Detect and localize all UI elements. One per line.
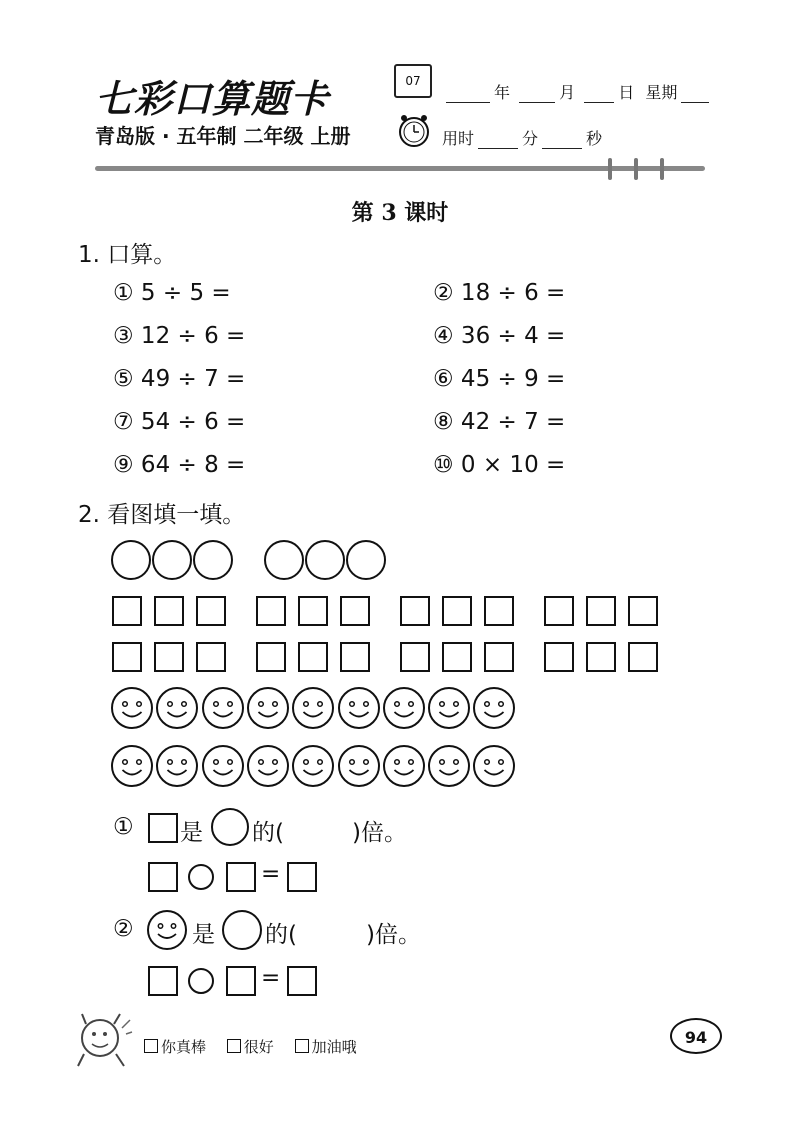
month-label: 月 xyxy=(559,83,576,102)
question-2-of: 的( xyxy=(265,922,297,948)
time-line xyxy=(442,126,602,149)
answer-box[interactable] xyxy=(226,966,256,996)
mental-math-item: ⑨ 64 ÷ 8 = xyxy=(113,452,246,478)
year-label: 年 xyxy=(494,83,511,102)
square-shape xyxy=(112,596,142,626)
header-divider xyxy=(95,166,705,171)
mental-math-item: ⑤ 49 ÷ 7 = xyxy=(113,366,246,392)
weekday-label: 星期 xyxy=(645,83,678,102)
operator-circle[interactable] xyxy=(188,864,214,890)
question-1-end: )倍。 xyxy=(352,820,407,846)
square-shape xyxy=(256,642,286,672)
smiley-icon xyxy=(472,686,516,730)
mental-math-item: ④ 36 ÷ 4 = xyxy=(433,323,566,349)
answer-box[interactable] xyxy=(148,862,178,892)
month-blank[interactable] xyxy=(519,102,555,103)
smiley-icon xyxy=(382,744,426,788)
square-shape xyxy=(196,642,226,672)
square-shape xyxy=(112,642,142,672)
mental-math-item: ③ 12 ÷ 6 = xyxy=(113,323,246,349)
question-1-of: 的( xyxy=(252,820,284,846)
mental-math-item: ① 5 ÷ 5 = xyxy=(113,280,231,306)
answer-box[interactable] xyxy=(226,862,256,892)
smiley-icon xyxy=(472,744,516,788)
square-shape xyxy=(196,596,226,626)
answer-box[interactable] xyxy=(287,862,317,892)
square-shape xyxy=(484,596,514,626)
rating-option-good[interactable] xyxy=(227,1038,274,1056)
mental-math-item: ⑦ 54 ÷ 6 = xyxy=(113,409,246,435)
circle-shape xyxy=(211,808,249,846)
smiley-icon xyxy=(110,744,154,788)
checkbox[interactable] xyxy=(227,1039,241,1053)
weekday-blank[interactable] xyxy=(681,102,709,103)
circle-shape xyxy=(346,540,386,580)
day-blank[interactable] xyxy=(584,102,614,103)
checkbox[interactable] xyxy=(295,1039,309,1053)
divider-pin xyxy=(608,158,612,180)
section-1-title: 1. 口算。 xyxy=(78,242,177,268)
circle-shape xyxy=(193,540,233,580)
square-shape xyxy=(400,642,430,672)
divider-pin xyxy=(634,158,638,180)
smiley-icon xyxy=(337,686,381,730)
question-2-is: 是 xyxy=(192,922,215,948)
smiley-icon xyxy=(291,686,335,730)
question-1-is: 是 xyxy=(180,820,203,846)
question-2-number: ② xyxy=(113,916,134,942)
day-label: 日 xyxy=(618,83,635,102)
edition-label: 青岛版 · 五年制 二年级 上册 xyxy=(95,124,351,148)
square-shape xyxy=(628,596,658,626)
smiley-icon xyxy=(110,686,154,730)
circle-shape xyxy=(305,540,345,580)
circle-shape xyxy=(264,540,304,580)
smiley-icon xyxy=(155,744,199,788)
smiley-icon xyxy=(382,686,426,730)
square-shape xyxy=(484,642,514,672)
question-1-number: ① xyxy=(113,814,134,840)
circle-shape xyxy=(111,540,151,580)
mental-math-item: ② 18 ÷ 6 = xyxy=(433,280,566,306)
mental-math-item: ⑥ 45 ÷ 9 = xyxy=(433,366,566,392)
square-shape xyxy=(544,596,574,626)
smiley-icon xyxy=(427,744,471,788)
mental-math-item: ⑩ 0 × 10 = xyxy=(433,452,566,478)
rating-label: 加油哦 xyxy=(311,1038,357,1056)
answer-box[interactable] xyxy=(148,966,178,996)
date-line xyxy=(442,80,713,103)
circle-shape xyxy=(152,540,192,580)
rating-options xyxy=(144,1036,357,1057)
minute-blank[interactable] xyxy=(478,148,518,149)
equals-sign: = xyxy=(261,861,281,887)
smiley-icon xyxy=(291,744,335,788)
calendar-icon xyxy=(394,64,432,98)
smiley-icon xyxy=(146,909,188,951)
clock-icon xyxy=(396,112,432,148)
divider-pin xyxy=(660,158,664,180)
square-shape xyxy=(340,642,370,672)
second-blank[interactable] xyxy=(542,148,582,149)
square-shape xyxy=(400,596,430,626)
square-shape xyxy=(442,642,472,672)
square-shape xyxy=(340,596,370,626)
square-shape xyxy=(442,596,472,626)
equals-sign: = xyxy=(261,965,281,991)
smiley-icon xyxy=(427,686,471,730)
minute-label: 分 xyxy=(522,129,539,148)
square-shape xyxy=(154,596,184,626)
rating-option-keep-going[interactable] xyxy=(295,1038,357,1056)
smiley-icon xyxy=(246,744,290,788)
smiley-icon xyxy=(155,686,199,730)
square-shape xyxy=(148,813,178,843)
square-shape xyxy=(154,642,184,672)
rating-label: 很好 xyxy=(243,1038,274,1056)
section-2-title: 2. 看图填一填。 xyxy=(78,502,246,528)
year-blank[interactable] xyxy=(446,102,490,103)
mascot-illustration xyxy=(72,1008,134,1070)
square-shape xyxy=(544,642,574,672)
smiley-icon xyxy=(201,744,245,788)
square-shape xyxy=(256,596,286,626)
square-shape xyxy=(628,642,658,672)
calendar-day: 07 xyxy=(405,74,421,88)
square-shape xyxy=(586,642,616,672)
smiley-icon xyxy=(246,686,290,730)
question-2-end: )倍。 xyxy=(366,922,421,948)
mental-math-item: ⑧ 42 ÷ 7 = xyxy=(433,409,566,435)
checkbox[interactable] xyxy=(144,1039,158,1053)
operator-circle[interactable] xyxy=(188,968,214,994)
rating-label: 你真棒 xyxy=(161,1038,207,1056)
brand-title: 七彩口算题卡 xyxy=(95,76,330,121)
rating-option-great[interactable] xyxy=(144,1038,206,1056)
answer-box[interactable] xyxy=(287,966,317,996)
smiley-icon xyxy=(337,744,381,788)
square-shape xyxy=(298,596,328,626)
circle-shape xyxy=(222,910,262,950)
second-label: 秒 xyxy=(586,129,603,148)
lesson-title: 第 3 课时 xyxy=(351,200,449,226)
time-label: 用时 xyxy=(442,129,475,148)
page-number: 94 xyxy=(670,1018,722,1054)
smiley-icon xyxy=(201,686,245,730)
square-shape xyxy=(298,642,328,672)
square-shape xyxy=(586,596,616,626)
